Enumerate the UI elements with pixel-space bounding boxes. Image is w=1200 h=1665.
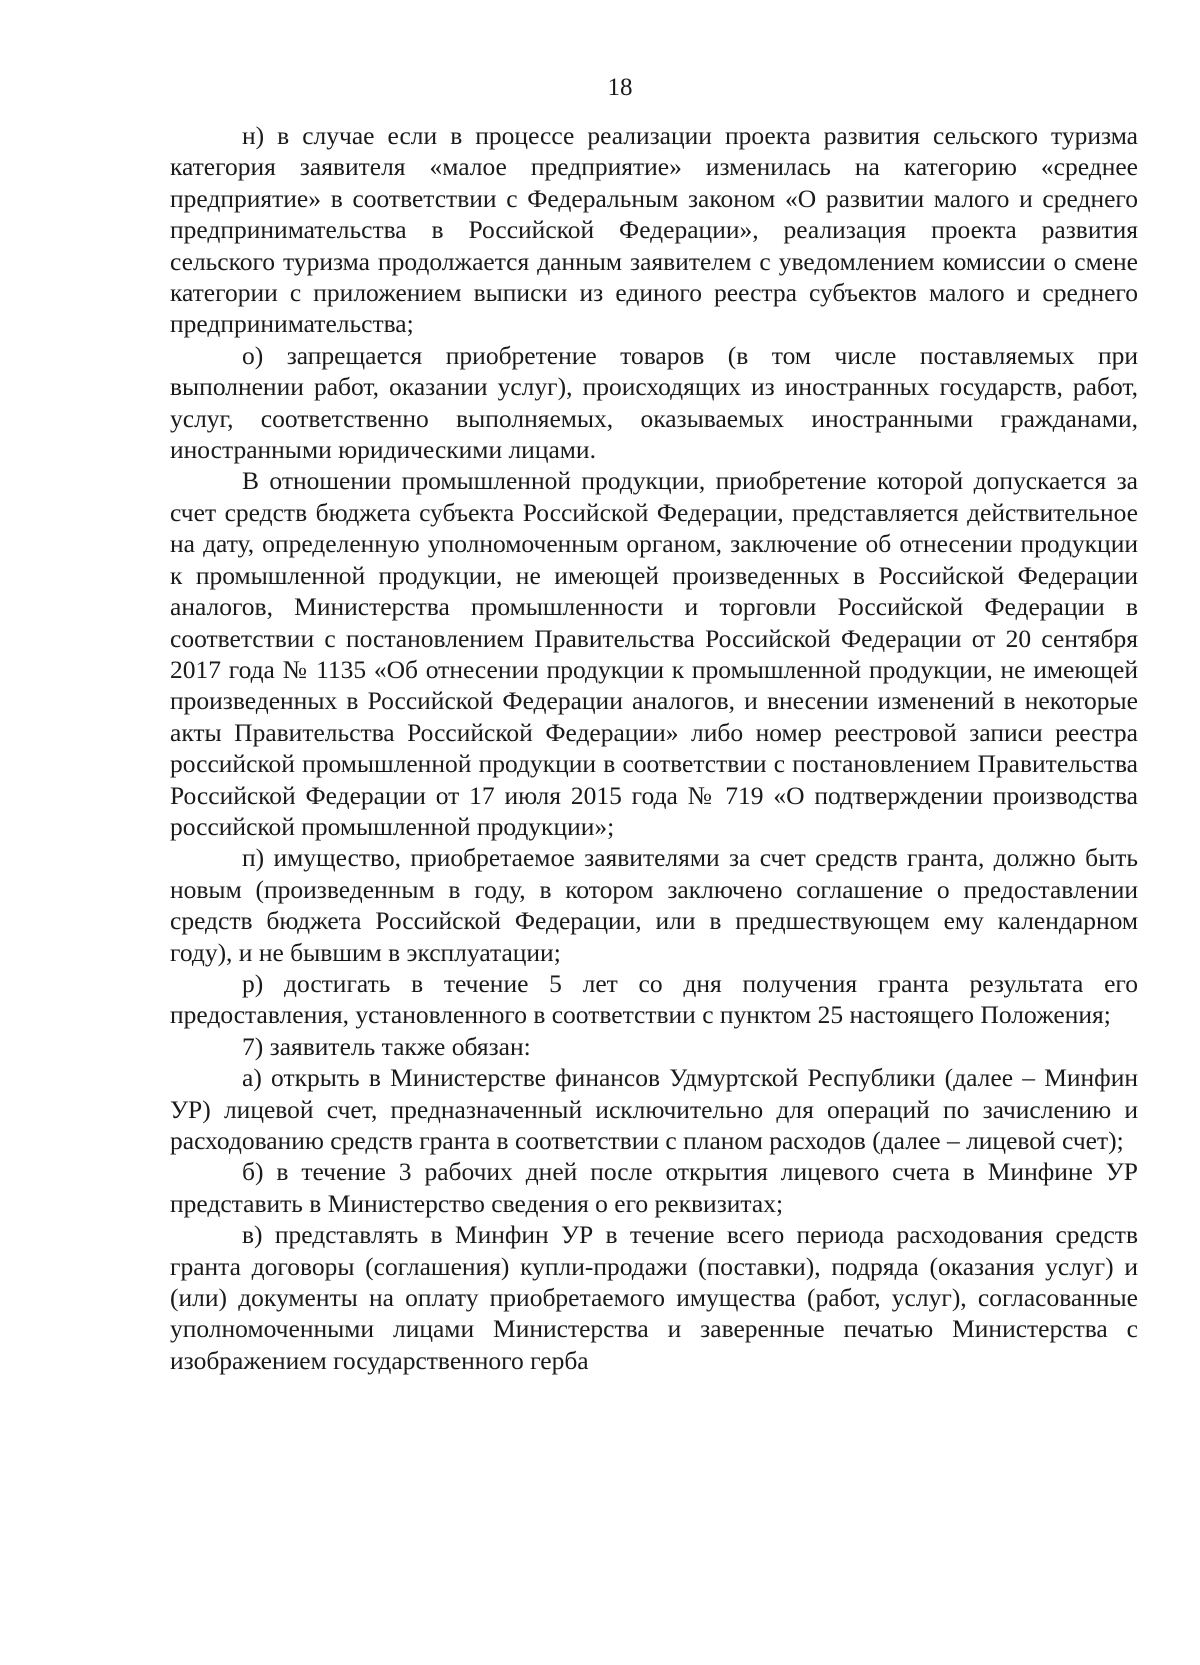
paragraph-o: о) запрещается приобретение товаров (в том числе поставляемых при выполнении работ, оказании услуг), происходящих из иностранных государств, работ, услуг, соответственно выполняемых, оказываемых иностранными гражданами, иностранными юридическими лицами. bbox=[170, 340, 1138, 465]
paragraph-a: а) открыть в Министерстве финансов Удмуртской Республики (далее – Минфин УР) лицевой счет, предназначенный исключительно для операций по зачислению и расходованию средств гранта в соответствии с планом расходов (далее – лицевой счет); bbox=[170, 1063, 1138, 1155]
document-body bbox=[170, 120, 1138, 1376]
paragraph-industrial-products: В отношении промышленной продукции, приобретение которой допускается за счет средств бюджета субъекта Российской Федерации, представляется действительное на дату, определенную уполномоченным органом, заключение об отнесении продукции к промышленной продукции, не имеющей произведенных в Российской Федерации аналогов, Министерства промышленности и торговли Российской Федерации в соответствии с постановлением Правительства Российской Федерации от 20 сентября 2017 года № 1135 «Об отнесении продукции к промышленной продукции, не имеющей произведенных в Российской Федерации аналогов, и внесении изменений в некоторые акты Правительства Российской Федерации» либо номер реестровой записи реестра российской промышленной продукции в соответствии с постановлением Правительства Российской Федерации от 17 июля 2015 года № 719 «О подтверждении производства российской промышленной продукции»; bbox=[170, 466, 1138, 841]
paragraph-p: п) имущество, приобретаемое заявителями за счет средств гранта, должно быть новым (произведенным в году, в котором заключено соглашение о предоставлении средств бюджета Российской Федерации, или в предшествующем ему календарном году), и не бывшим в эксплуатации; bbox=[170, 843, 1138, 967]
paragraph-r: р) достигать в течение 5 лет со дня получения гранта результата его предоставления, установленного в соответствии с пунктом 25 настоящего Положения; bbox=[170, 968, 1138, 1030]
paragraph-v: в) представлять в Минфин УР в течение всего периода расходования средств гранта договоры (соглашения) купли-продажи (поставки), подряда (оказания услуг) и (или) документы на оплату приобретаемого имущества (работ, услуг), согласованные уполномоченными лицами Министерства и заверенные печатью Министерства с изображением государственного герба bbox=[170, 1220, 1138, 1375]
page-number: 18 bbox=[607, 74, 633, 101]
paragraph-7: 7) заявитель также обязан: bbox=[242, 1031, 531, 1061]
paragraph-b: б) в течение 3 рабочих дней после открытия лицевого счета в Минфине УР представить в Министерство сведения о его реквизитах; bbox=[170, 1157, 1138, 1218]
paragraph-n: н) в случае если в процессе реализации проекта развития сельского туризма категория заявителя «малое предприятие» изменилась на категорию «среднее предприятие» в соответствии с Федеральным законом «О развитии малого и среднего предпринимательства в Российской Федерации», реализация проекта развития сельского туризма продолжается данным заявителем с уведомлением комиссии о смене категории с приложением выписки из единого реестра субъектов малого и среднего предпринимательства; bbox=[170, 121, 1138, 339]
